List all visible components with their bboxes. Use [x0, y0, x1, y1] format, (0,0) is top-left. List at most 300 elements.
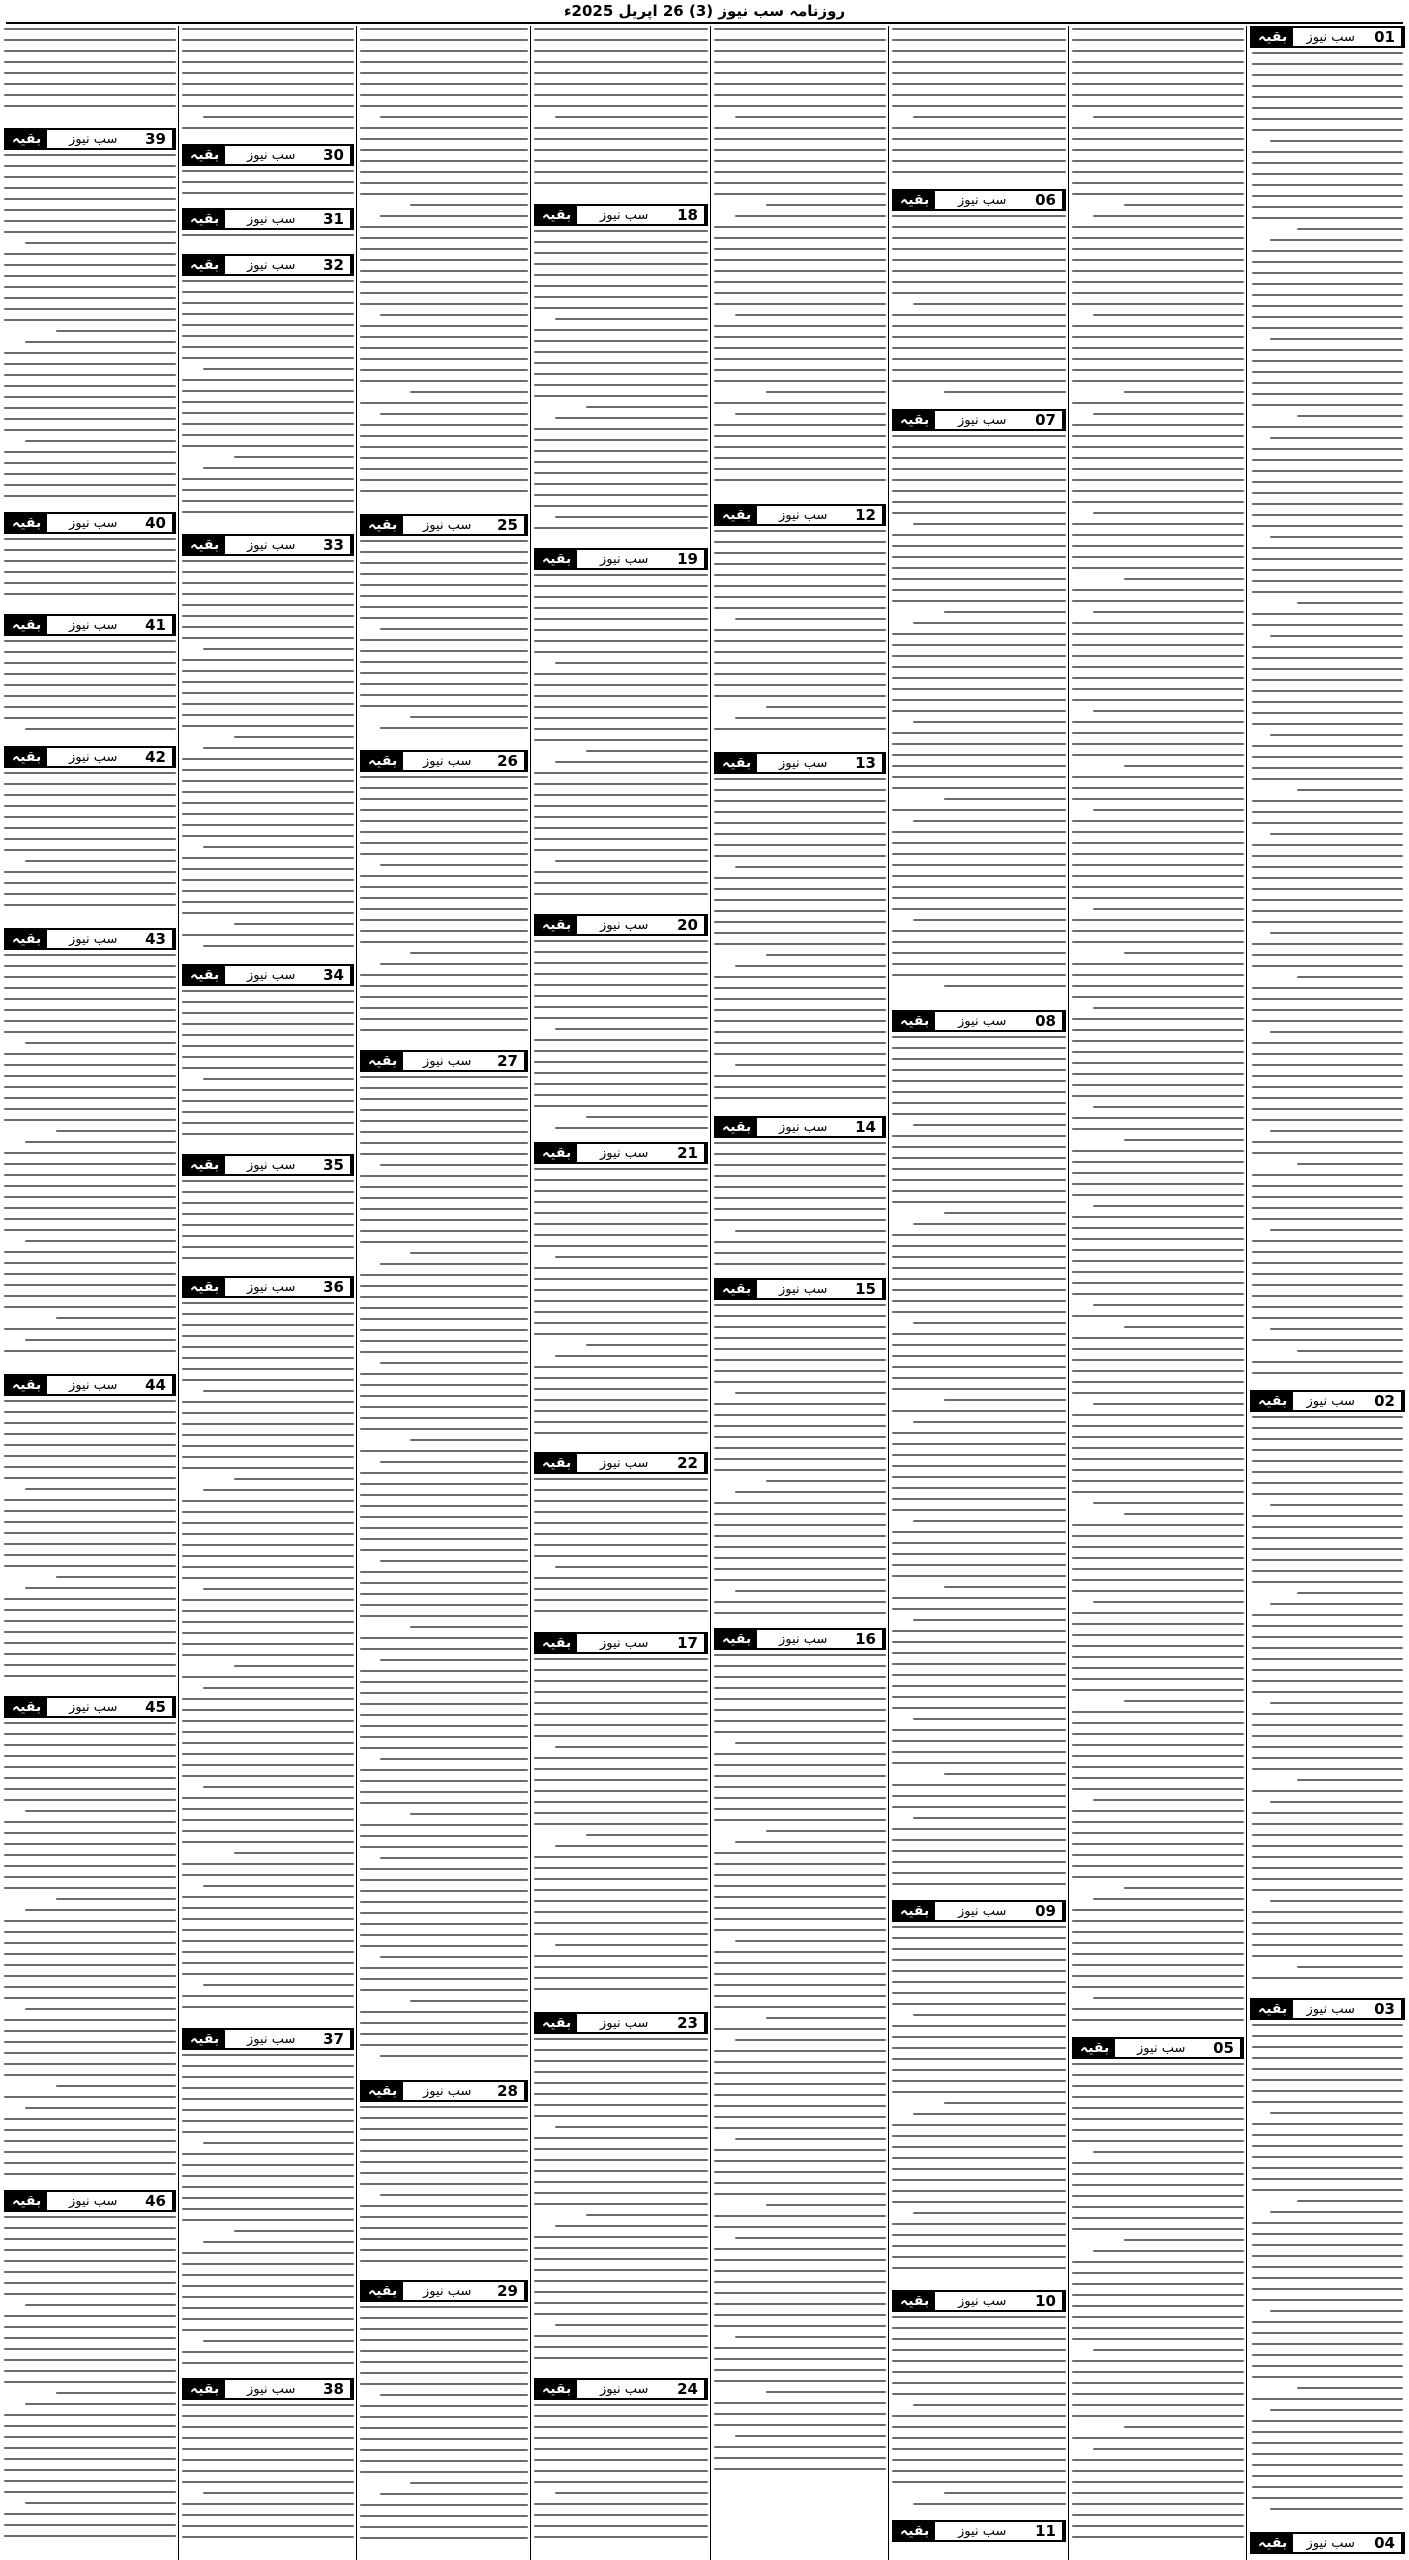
text-line [1072, 1172, 1244, 1174]
text-line [714, 1315, 886, 1317]
text-line [1072, 1150, 1244, 1152]
text-line [1252, 1361, 1403, 1363]
text-line [203, 368, 354, 370]
box-number: 15 [849, 1280, 884, 1298]
text-line [410, 391, 528, 393]
text-line [1072, 2085, 1244, 2087]
text-line [534, 2192, 708, 2194]
text-line [913, 523, 1066, 525]
text-line [1093, 2250, 1244, 2252]
text-line [1072, 864, 1244, 866]
text-line [1072, 1931, 1244, 1933]
text-line [714, 2226, 886, 2228]
text-line [714, 2457, 886, 2459]
text-line [714, 651, 886, 653]
text-line [182, 1034, 354, 1036]
text-line [1297, 602, 1403, 604]
text-line [203, 846, 354, 848]
box-word: بقیہ [1252, 28, 1293, 46]
text-line [1252, 690, 1403, 692]
text-line [1270, 734, 1403, 736]
text-line [1252, 2442, 1403, 2444]
text-line [586, 406, 708, 408]
text-line [182, 1434, 354, 1436]
text-line [766, 1480, 886, 1482]
text-line [714, 1764, 886, 1766]
text-line [1252, 1625, 1403, 1627]
text-line [534, 1223, 708, 1225]
text-line [1252, 404, 1403, 406]
text-line [714, 479, 886, 481]
text-line [714, 541, 886, 543]
text-line [892, 1575, 1066, 1577]
text-line [1252, 1262, 1403, 1264]
text-line [360, 325, 528, 327]
text-line [534, 307, 708, 309]
text-line [1270, 140, 1403, 142]
box-label: سب نیوز [423, 517, 472, 533]
box-word: بقیہ [184, 536, 225, 554]
text-line [1252, 173, 1403, 175]
text-line [182, 94, 354, 96]
text-line [892, 1850, 1066, 1852]
text-line [182, 1830, 354, 1832]
text-line [892, 1135, 1066, 1137]
text-line [1252, 2134, 1403, 2136]
text-line [1072, 732, 1244, 734]
box-word: بقیہ [716, 1118, 757, 1136]
text-line [534, 838, 708, 840]
text-line [892, 2267, 1066, 2269]
text-line [892, 1069, 1066, 1071]
text-line [182, 1643, 354, 1645]
text-line [1252, 2299, 1403, 2301]
article-text [534, 28, 708, 200]
text-line [25, 728, 176, 730]
text-line [534, 794, 708, 796]
text-line [1270, 1801, 1403, 1803]
text-line [360, 694, 528, 696]
text-line [182, 2329, 354, 2331]
text-line [714, 2006, 886, 2008]
box-number: 05 [1207, 2039, 1242, 2057]
text-line [360, 1307, 528, 1309]
text-line [4, 2447, 176, 2449]
text-line [1072, 666, 1244, 668]
text-line [892, 1806, 1066, 1808]
text-line [360, 1494, 528, 1496]
text-line [1252, 1548, 1403, 1550]
text-line [892, 72, 1066, 74]
text-line [534, 395, 708, 397]
text-line [1072, 974, 1244, 976]
continuation-box-44 [4, 1374, 176, 1396]
text-line [360, 2438, 528, 2440]
text-line [714, 1995, 886, 1997]
text-line [534, 1489, 708, 1491]
text-line [4, 1832, 176, 1834]
text-line [182, 2054, 354, 2056]
text-line [4, 176, 176, 178]
text-line [4, 849, 176, 851]
text-line [586, 2214, 708, 2216]
text-line [182, 489, 354, 491]
text-line [892, 1289, 1066, 1291]
text-line [360, 820, 528, 822]
text-line [182, 1566, 354, 1568]
text-line [4, 2030, 176, 2032]
box-number: 21 [671, 1144, 706, 1162]
text-line [1252, 305, 1403, 307]
text-line [1270, 1229, 1403, 1231]
text-line [182, 357, 354, 359]
box-label: سب نیوز [779, 1281, 828, 1297]
text-line [4, 275, 176, 277]
text-line [1252, 129, 1403, 131]
text-line [892, 1498, 1066, 1500]
text-line [892, 941, 1066, 943]
text-line [1072, 875, 1244, 877]
text-line [380, 864, 528, 866]
text-line [1093, 1106, 1244, 1108]
text-line [4, 1543, 176, 1545]
text-line [182, 1235, 354, 1237]
article-text [182, 990, 354, 1150]
text-line [714, 2160, 886, 2162]
box-label: سب نیوز [423, 2283, 472, 2299]
text-line [182, 1001, 354, 1003]
text-line [1072, 2008, 1244, 2010]
text-line [1252, 965, 1403, 967]
text-line [892, 743, 1066, 745]
text-line [182, 1368, 354, 1370]
text-line [534, 684, 708, 686]
text-line [1270, 2211, 1403, 2213]
text-line [360, 1615, 528, 1617]
text-line [534, 296, 708, 298]
text-line [534, 2247, 708, 2249]
text-line [714, 2083, 886, 2085]
text-line [182, 2448, 354, 2450]
text-line [892, 699, 1066, 701]
text-line [1072, 479, 1244, 481]
box-number: 18 [671, 206, 706, 224]
continuation-box-13 [714, 752, 886, 774]
text-line [534, 940, 708, 942]
text-line [534, 439, 708, 441]
text-line [1124, 765, 1244, 767]
text-line [380, 1362, 528, 1364]
text-line [1124, 391, 1244, 393]
text-line [892, 138, 1066, 140]
text-line [380, 628, 528, 630]
text-line [892, 1113, 1066, 1115]
text-line [892, 1553, 1066, 1555]
text-line [1072, 1084, 1244, 1086]
text-line [1072, 589, 1244, 591]
box-number: 25 [491, 516, 526, 534]
text-line [1072, 556, 1244, 558]
continuation-box-06 [892, 189, 1066, 211]
text-line [4, 538, 176, 540]
text-line [4, 2140, 176, 2142]
text-line [360, 886, 528, 888]
text-line [380, 727, 528, 729]
text-line [1072, 721, 1244, 723]
text-line [714, 446, 886, 448]
text-line [944, 1586, 1066, 1588]
text-line [182, 835, 354, 837]
column-rule [710, 26, 711, 2560]
box-label: سب نیوز [247, 2031, 296, 2047]
text-line [1072, 39, 1244, 41]
text-line [360, 424, 528, 426]
text-line [182, 1467, 354, 1469]
text-line [714, 1208, 886, 1210]
text-line [1072, 1469, 1244, 1471]
article-text [4, 954, 176, 1370]
text-line [714, 402, 886, 404]
text-line [4, 1777, 176, 1779]
text-line [714, 347, 886, 349]
text-line [714, 1676, 886, 1678]
text-line [555, 1944, 708, 1946]
text-line [360, 1230, 528, 1232]
text-line [892, 1190, 1066, 1192]
text-line [1252, 85, 1403, 87]
text-line [892, 534, 1066, 536]
text-line [4, 706, 176, 708]
text-line [714, 2424, 886, 2426]
text-line [203, 1885, 354, 1887]
text-line [534, 805, 708, 807]
article-text [182, 170, 354, 204]
text-line [892, 2223, 1066, 2225]
text-line [714, 1337, 886, 1339]
text-line [1072, 1854, 1244, 1856]
text-line [182, 1819, 354, 1821]
text-line [1124, 1139, 1244, 1141]
text-line [1252, 778, 1403, 780]
header-rule [6, 22, 1403, 24]
text-line [1072, 435, 1244, 437]
text-line [4, 1422, 176, 1424]
text-line [534, 2335, 708, 2337]
text-line [360, 1802, 528, 1804]
text-line [4, 882, 176, 884]
text-line [714, 1797, 886, 1799]
text-line [1252, 2398, 1403, 2400]
text-line [360, 479, 528, 481]
text-line [714, 127, 886, 129]
text-line [1072, 1128, 1244, 1130]
text-line [534, 2258, 708, 2260]
text-line [1252, 1196, 1403, 1198]
text-line [714, 888, 886, 890]
text-line [1252, 118, 1403, 120]
text-line [534, 995, 708, 997]
article-text [182, 1302, 354, 2024]
text-line [892, 754, 1066, 756]
box-word: بقیہ [184, 966, 225, 984]
text-line [714, 910, 886, 912]
text-line [534, 1856, 708, 1858]
text-line [892, 776, 1066, 778]
text-line [892, 1080, 1066, 1082]
box-word: بقیہ [716, 506, 757, 524]
text-line [534, 1179, 708, 1181]
box-label: سب نیوز [600, 207, 649, 223]
text-line [892, 1091, 1066, 1093]
text-line [182, 1191, 354, 1193]
text-line [714, 61, 886, 63]
text-line [360, 1923, 528, 1925]
text-line [714, 943, 886, 945]
text-line [1252, 448, 1403, 450]
text-line [534, 951, 708, 953]
article-text [534, 1478, 708, 1628]
text-line [203, 648, 354, 650]
text-line [182, 1202, 354, 1204]
text-line [360, 1725, 528, 1727]
text-line [1252, 1416, 1403, 1418]
text-line [360, 83, 528, 85]
text-line [714, 684, 886, 686]
continuation-box-25 [360, 514, 528, 536]
text-line [892, 908, 1066, 910]
text-line [534, 2346, 708, 2348]
box-label: سب نیوز [247, 211, 296, 227]
text-line [1072, 1612, 1244, 1614]
text-line [534, 2291, 708, 2293]
text-line [892, 644, 1066, 646]
text-line [714, 673, 886, 675]
text-line [534, 1588, 708, 1590]
text-line [714, 1885, 886, 1887]
text-line [714, 2072, 886, 2074]
box-word: بقیہ [716, 1630, 757, 1648]
text-line [1072, 1293, 1244, 1295]
text-line [1252, 723, 1403, 725]
text-line [714, 226, 886, 228]
text-line [1072, 1491, 1244, 1493]
continuation-box-15 [714, 1278, 886, 1300]
text-line [56, 330, 176, 332]
text-line [1252, 943, 1403, 945]
text-line [1252, 855, 1403, 857]
text-line [892, 1641, 1066, 1643]
text-line [360, 1483, 528, 1485]
text-line [714, 1819, 886, 1821]
text-line [1072, 1733, 1244, 1735]
text-line [182, 1456, 354, 1458]
text-line [892, 1762, 1066, 1764]
text-line [234, 1852, 354, 1854]
text-line [1252, 2332, 1403, 2334]
text-line [360, 842, 528, 844]
text-line [1252, 2046, 1403, 2048]
article-text [714, 1654, 886, 2484]
text-line [25, 1587, 176, 1589]
text-line [182, 2426, 354, 2428]
text-line [360, 639, 528, 641]
text-line [555, 1566, 708, 1568]
text-line [360, 490, 528, 492]
box-word: بقیہ [536, 550, 577, 568]
box-number: 44 [139, 1376, 174, 1394]
text-line [182, 2415, 354, 2417]
text-line [892, 490, 1066, 492]
text-line [735, 116, 886, 118]
box-number: 28 [491, 2082, 526, 2100]
text-line [410, 2000, 528, 2002]
text-line [913, 116, 1066, 118]
text-line [534, 1878, 708, 1880]
text-line [182, 1412, 354, 1414]
text-line [4, 1350, 176, 1352]
text-line [714, 2149, 886, 2151]
text-line [182, 879, 354, 881]
text-line [1072, 1051, 1244, 1053]
text-line [892, 1333, 1066, 1335]
text-line [892, 1883, 1066, 1885]
text-line [4, 1328, 176, 1330]
text-line [1124, 2239, 1244, 2241]
text-line [1252, 1273, 1403, 1275]
box-label: سب نیوز [600, 1635, 649, 1651]
text-line [182, 714, 354, 716]
article-text [4, 640, 176, 742]
text-line [182, 2514, 354, 2516]
text-line [1072, 1964, 1244, 1966]
text-line [892, 2003, 1066, 2005]
text-line [4, 2348, 176, 2350]
text-line [182, 1100, 354, 1102]
text-line [4, 2414, 176, 2416]
text-line [534, 1757, 708, 1759]
text-line [1252, 2486, 1403, 2488]
box-label: سب نیوز [600, 2015, 649, 2031]
text-line [892, 1729, 1066, 1731]
text-line [360, 2161, 528, 2163]
text-line [1252, 888, 1403, 890]
text-line [1252, 294, 1403, 296]
text-line [1093, 215, 1244, 217]
text-line [182, 703, 354, 705]
text-line [1252, 1570, 1403, 1572]
text-line [714, 380, 886, 382]
text-line [1072, 1183, 1244, 1185]
text-line [1072, 1557, 1244, 1559]
text-line [360, 1373, 528, 1375]
article-text [182, 2404, 354, 2554]
text-line [182, 1445, 354, 1447]
text-line [182, 1257, 354, 1259]
text-line [1072, 424, 1244, 426]
text-line [182, 1533, 354, 1535]
text-line [1072, 1590, 1244, 1592]
text-line [892, 1388, 1066, 1390]
text-line [1252, 1119, 1403, 1121]
text-line [892, 1410, 1066, 1412]
text-line [1252, 162, 1403, 164]
article-text [892, 215, 1066, 405]
text-line [1072, 1656, 1244, 1658]
text-line [555, 2324, 708, 2326]
text-line [714, 1469, 886, 1471]
text-line [4, 2535, 176, 2537]
text-line [182, 1379, 354, 1381]
